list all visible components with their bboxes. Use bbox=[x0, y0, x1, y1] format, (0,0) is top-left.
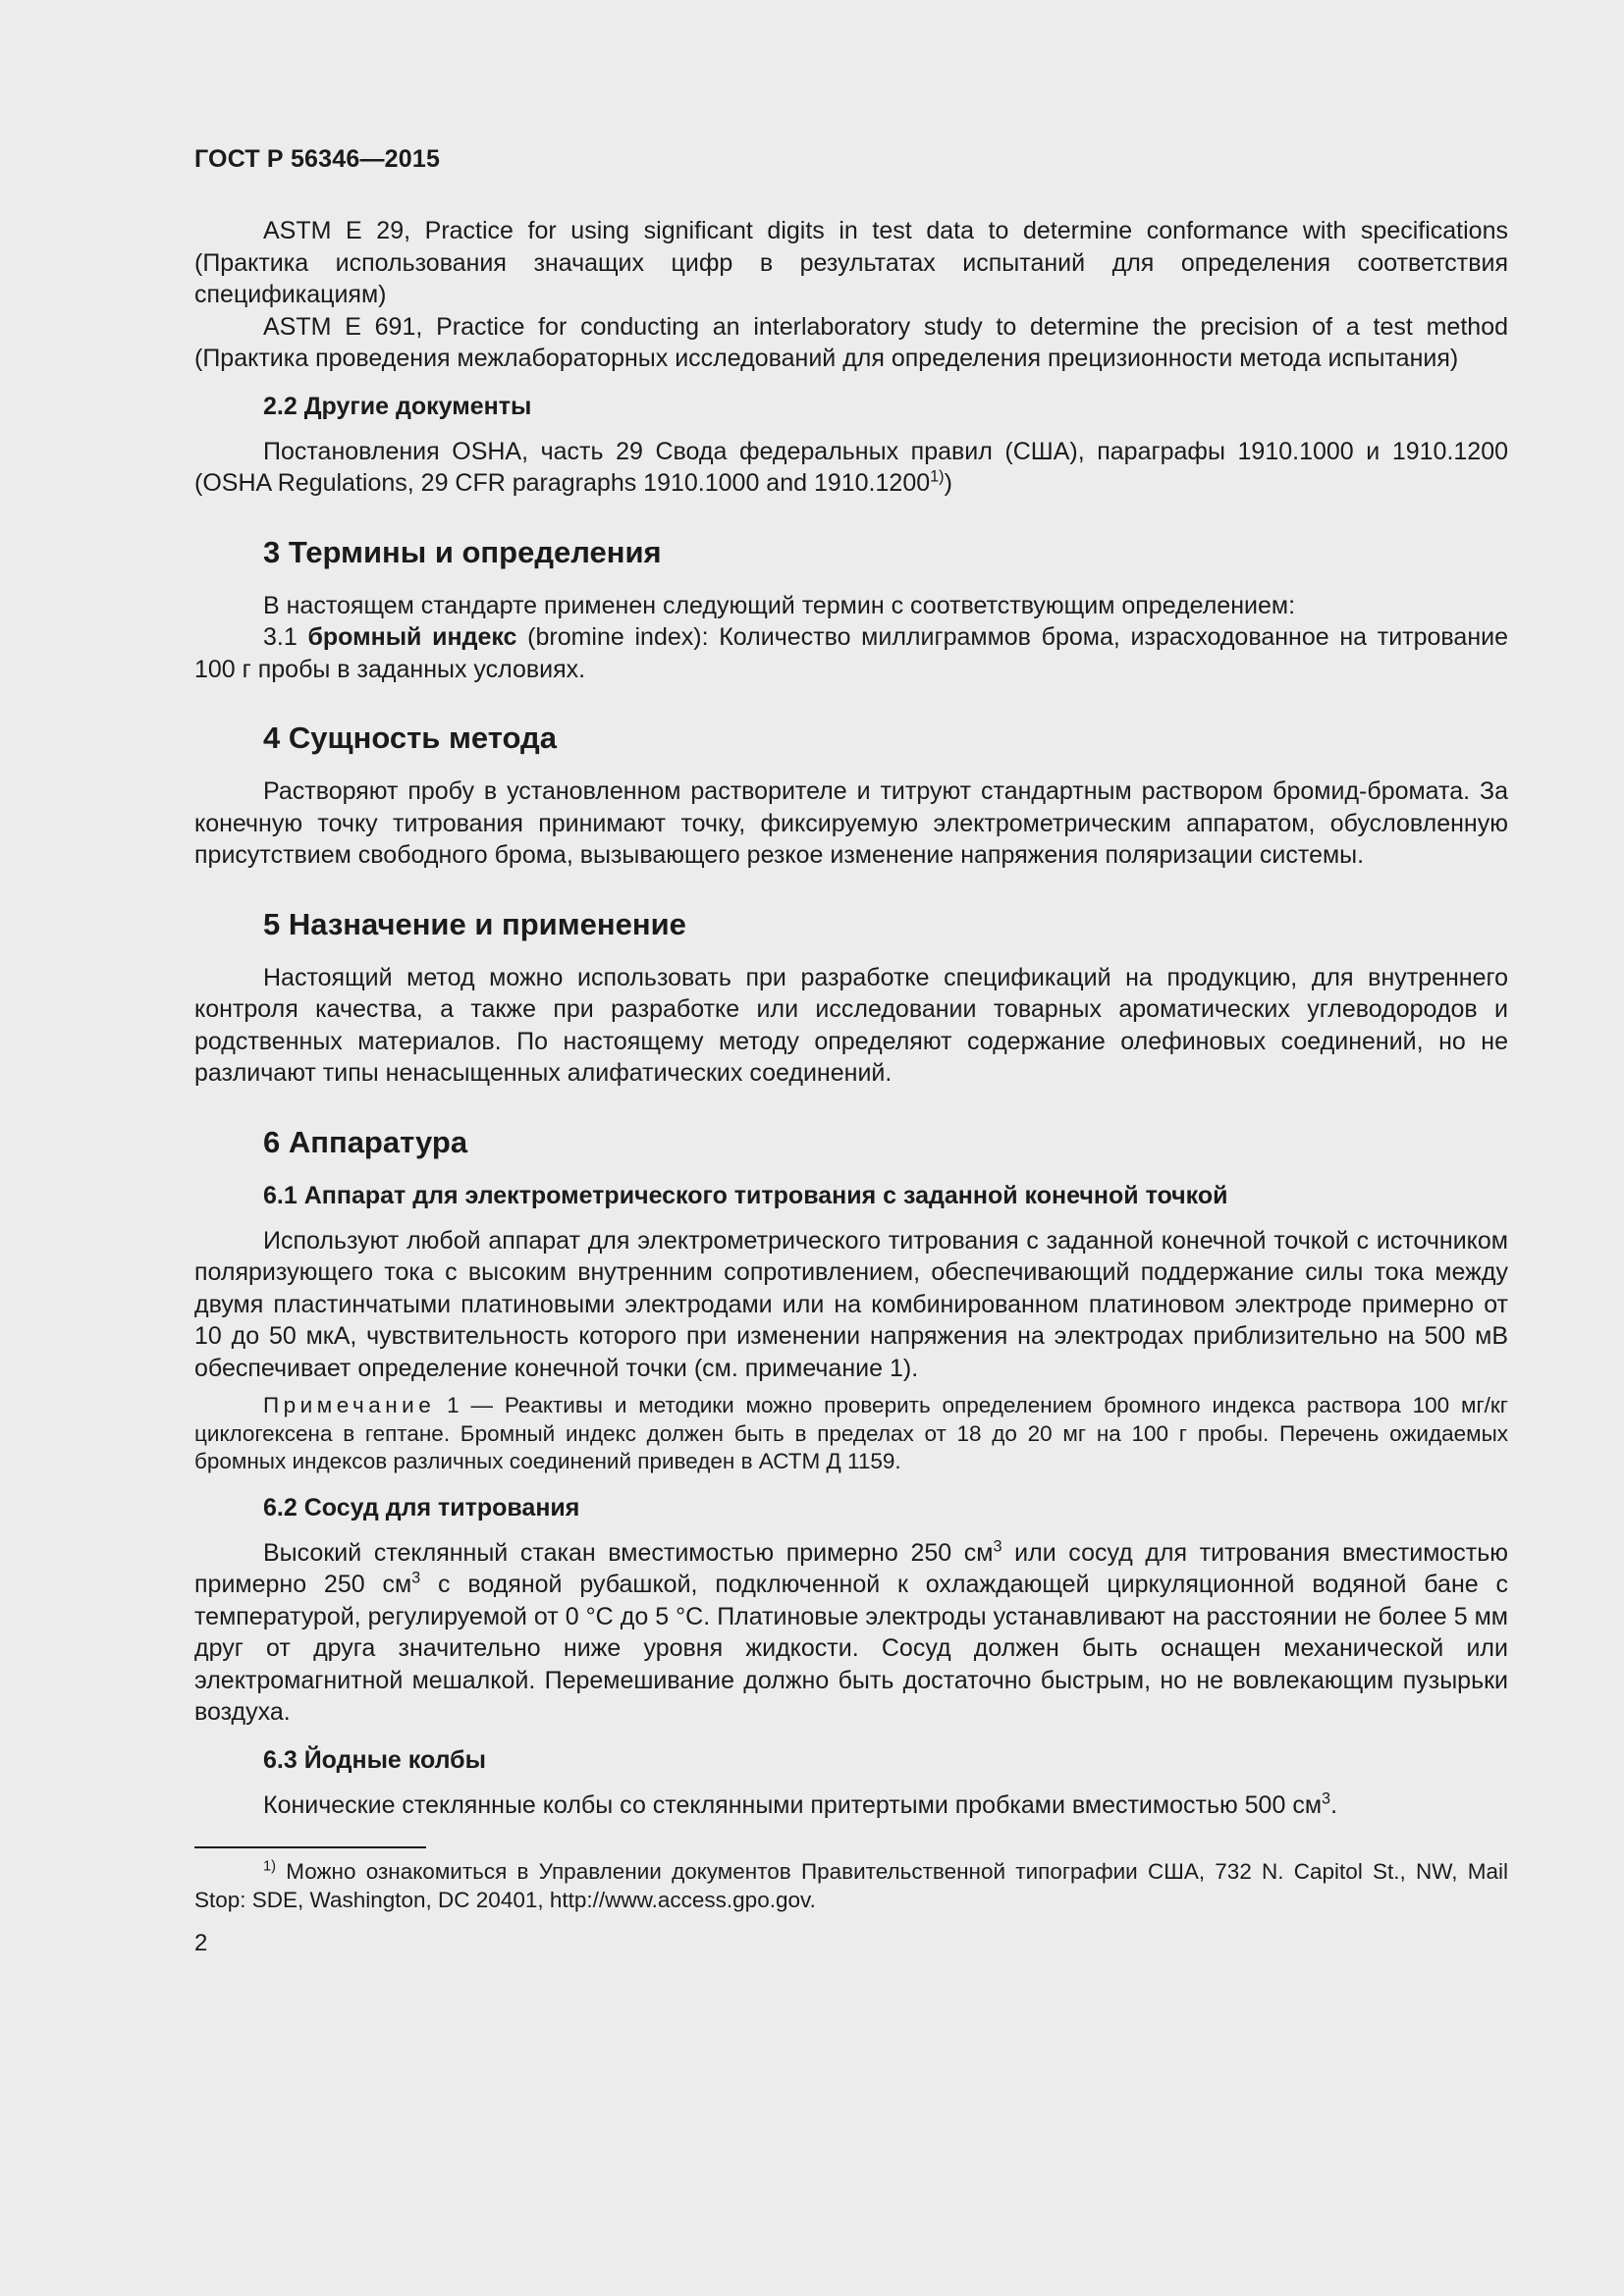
subsection-2-2-text: Постановления OSHA, часть 29 Свода федеральных правил (США), параграфы 1910.1000 и 1910.1200 (OSHA Regulations, 29 CFR paragraphs 1910.1000 and 1910.1200$^{1)}$) bbox=[194, 437, 1508, 497]
document-header: ГОСТ Р 56346—2015 bbox=[194, 145, 441, 173]
ref-astm-e29: ASTM E 29, Practice for using significant digits in test data to determine conformance with specifications (Практика использования значащих цифр в результатах испытаний для определения соответствия спецификациям) bbox=[194, 217, 1508, 308]
footnote-1 bbox=[194, 1858, 1508, 1914]
footnote-text: Можно ознакомиться в Управлении документов Правительственной типографии США, 732 N. Capitol St., NW, Mail Stop: SDE, Washington, DC 20401, http://www.access.gpo.gov. bbox=[194, 1859, 1508, 1912]
subsection-2-2-title: 2.2 Другие документы bbox=[263, 392, 532, 420]
note-text: 1 — Реактивы и методики можно проверить определением бромного индекса раствора 100 мг/кг циклогексена в гептане. Бромный индекс должен быть в пределах от 18 до 20 мг на 100 г пробы. Перечень ожидаемых бромных индексов различных соединений приведен в АСТМ Д 1159. bbox=[194, 1393, 1508, 1473]
note-label: Примечание bbox=[263, 1393, 436, 1417]
subsection-6-2-text: Высокий стеклянный стакан вместимостью примерно 250 $см^3$ или сосуд для титрования вместимостью примерно 250 $см^3$ с водяной рубашкой, подключенной к охлаждающей циркуляционной водяной бане с температурой, регулируемой от 0 °C до 5 °C. Платиновые электроды устанавливают на расстоянии не более 5 мм друг от друга значительно ниже уровня жидкости. Сосуд должен быть оснащен механической или электромагнитной мешалкой. Перемешивание должно быть достаточно быстрым, но не вовлекающим пузырьки воздуха. bbox=[194, 1537, 1509, 1726]
section-4-title: 4 Сущность метода bbox=[263, 721, 557, 755]
subsection-6-3-text: Конические стеклянные колбы со стеклянными притертыми пробками вместимостью 500 $см^3$. bbox=[263, 1789, 1338, 1819]
term-3-1: 3.1 бромный индекс (bromine index): Количество миллиграммов брома, израсходованное на титрование 100 г пробы в заданных условиях. bbox=[194, 623, 1508, 683]
subsection-6-1-text: Используют любой аппарат для электрометрического титрования с заданной конечной точкой с источником поляризующего тока с высоким внутренним сопротивлением, обеспечивающий поддержание силы тока между двумя пластинчатыми платиновыми электродами или на комбинированном платиновом электроде примерно от 10 до 50 мкА, чувствительность которого при изменении напряжения на электродах приблизительно на 500 мВ обеспечивает определение конечной точки (см. примечание 1). bbox=[194, 1226, 1508, 1382]
section-4-text: Растворяют пробу в установленном растворителе и титруют стандартным раствором бромид-бромата. За конечную точку титрования принимают точку, фиксируемую электрометрическим аппаратом, обусловленную присутствием свободного брома, вызывающего резкое изменение напряжения поляризации системы. bbox=[194, 777, 1508, 869]
section-3-intro: В настоящем стандарте применен следующий термин с соответствующим определением: bbox=[263, 591, 1296, 619]
note-1 bbox=[194, 1392, 1508, 1476]
footnote-ref-1: 1) bbox=[930, 467, 945, 486]
section-5-title: 5 Назначение и применение bbox=[263, 906, 686, 941]
footnote-separator bbox=[194, 1846, 426, 1848]
page-number: 2 bbox=[194, 1930, 208, 1956]
term-bold: бромный индекс bbox=[307, 623, 517, 651]
section-5-text: Настоящий метод можно использовать при разработке спецификаций на продукцию, для внутреннего контроля качества, а также при разработке или исследовании товарных ароматических углеводородов и родственных материалов. По настоящему методу определяют содержание олефиновых соединений, но не различают типы ненасыщенных алифатических соединений. bbox=[194, 963, 1508, 1087]
document-page bbox=[194, 145, 1508, 1957]
ref-astm-e691: ASTM E 691, Practice for conducting an interlaboratory study to determine the precision of a test method (Практика проведения межлабораторных исследований для определения прецизионности метода испытания) bbox=[194, 312, 1508, 372]
subsection-6-3-title: 6.3 Йодные колбы bbox=[263, 1745, 486, 1774]
section-3-title: 3 Термины и определения bbox=[263, 534, 662, 569]
footnote-mark: 1) bbox=[263, 1858, 276, 1875]
subsection-6-2-title: 6.2 Сосуд для титрования bbox=[263, 1493, 580, 1522]
section-6-title: 6 Аппаратура bbox=[263, 1124, 468, 1159]
subsection-6-1-title: 6.1 Аппарат для электрометрического титрования с заданной конечной точкой bbox=[263, 1181, 1228, 1209]
